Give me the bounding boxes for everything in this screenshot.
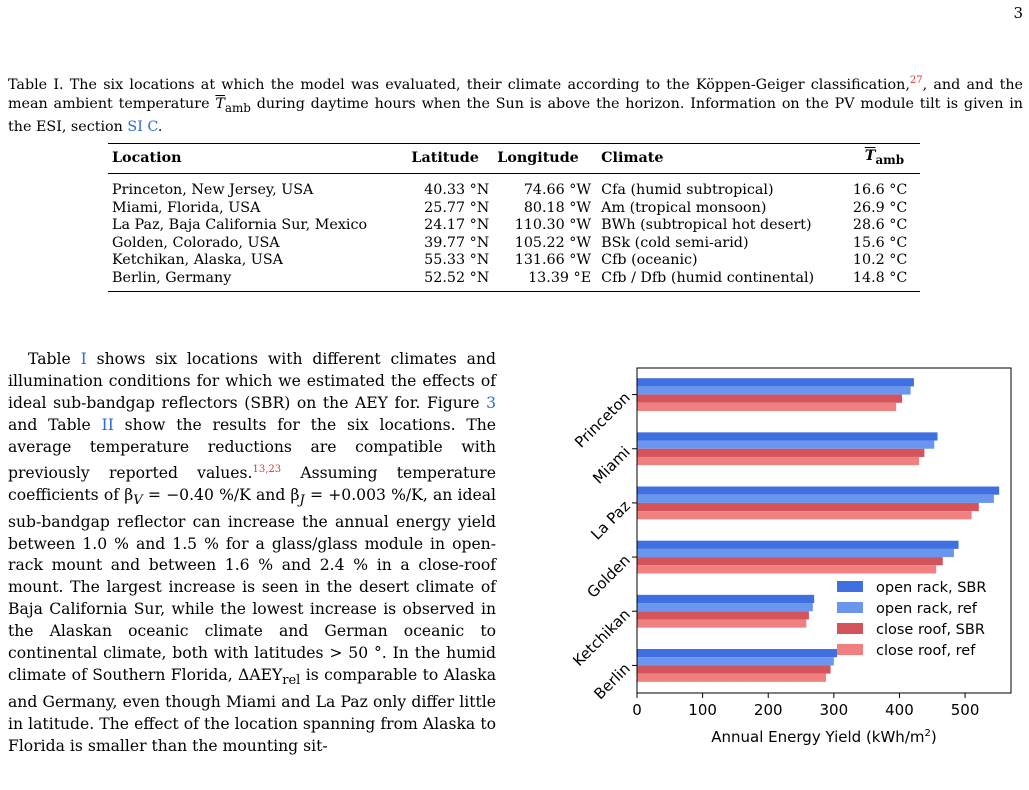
cell-temperature: 28.6 °C (852, 217, 908, 234)
x-tick-label: 400 (885, 701, 914, 719)
cell-temperature: 15.6 °C (852, 234, 908, 251)
cell-location: Miami, Florida, USA (112, 199, 261, 216)
cell-climate: BSk (cold semi-arid) (601, 234, 749, 251)
cell-longitude: 110.30 °W (514, 217, 592, 234)
legend-label: open rack, ref (876, 601, 977, 617)
table-row (108, 200, 920, 218)
cell-temperature: 10.2 °C (852, 252, 908, 269)
legend-swatch (837, 602, 863, 613)
cell-longitude: 131.66 °W (514, 252, 592, 269)
energy-yield-bar-chart (540, 360, 1020, 760)
cell-longitude: 13.39 °E (528, 269, 592, 286)
bar (637, 649, 837, 657)
bar (637, 657, 834, 665)
table-2-link[interactable]: II (101, 415, 114, 434)
body-paragraph: Table I shows six locations with different climates and illumination conditions for which we estimated the effects of ideal sub-bandgap reflectors (SBR) on the AEY for. Figure 3 and Table II show the results for the six locations. The average temperature reductions are compatible with previously reported values.$^{13,23}$ Assuming temperature coefficients of $\beta_V = -0.40$ %/K and $\beta_J = +0.003$ %/K, an ideal sub-bandgap reflector can increase the annual energy yield between 1.0 % and 1.5 % for a glass/glass module in open-rack mount and between 1.6 % and 2.4 % in a close-roof mount. The largest increase is seen in the desert climate of Baja California Sur, while the lowest increase is observed in the Alaskan oceanic climate and German oceanic to continental climate, both with latitudes > 50 °. In the humid climate of Southern Florida, $\Delta AEY_{rel}$ is comparable to Alaska and Germany, even though Miami and La Paz only differ little in latitude. The effect of the location spanning from Alaska to Florida is smaller than the mounting sit- (8, 350, 497, 755)
bar (637, 495, 994, 503)
cell-climate: Cfa (humid subtropical) (601, 182, 774, 199)
bar (637, 541, 959, 549)
x-tick-label: 300 (819, 701, 849, 719)
header-longitude: Longitude (497, 149, 579, 166)
table-1-link[interactable]: I (80, 350, 87, 368)
cell-latitude: 55.33 °N (424, 252, 490, 269)
cell-longitude: 105.22 °W (514, 234, 592, 251)
cell-longitude: 74.66 °W (523, 182, 592, 199)
cell-latitude: 52.52 °N (424, 269, 490, 286)
bar (637, 441, 934, 449)
legend-label: close roof, ref (876, 643, 976, 659)
legend-label: close roof, SBR (876, 622, 985, 638)
header-temperature: $\overline{T}_{amb}$ (864, 148, 905, 167)
bar (637, 378, 914, 386)
table-row (108, 235, 920, 253)
cell-location: Golden, Colorado, USA (112, 234, 280, 251)
x-axis-label: Annual Energy Yield $(kWh/m^2)$ (711, 728, 937, 746)
cell-climate: Am (tropical monsoon) (601, 199, 767, 216)
table-row (108, 270, 920, 292)
bar (637, 395, 902, 403)
bar (637, 665, 831, 673)
bar (637, 503, 979, 511)
bar (637, 511, 972, 519)
bar (637, 674, 826, 682)
bar (637, 557, 943, 565)
cell-temperature: 26.9 °C (852, 199, 908, 216)
bar (637, 449, 924, 457)
legend-swatch (837, 623, 863, 634)
y-tick-label: Golden (583, 551, 634, 602)
locations-table (108, 143, 920, 292)
bar (637, 457, 919, 465)
cell-location: Berlin, Germany (112, 269, 232, 286)
table-row (108, 174, 920, 200)
cell-temperature: 14.8 °C (852, 269, 908, 286)
y-tick-label: Berlin (590, 659, 634, 704)
bar (637, 386, 911, 394)
cell-climate: Cfb / Dfb (humid continental) (601, 269, 815, 286)
y-tick-label: La Paz (587, 497, 634, 544)
x-tick-label: 500 (950, 701, 980, 719)
cell-temperature: 16.6 °C (852, 182, 908, 199)
cell-climate: Cfb (oceanic) (601, 252, 698, 269)
x-tick-label: 100 (688, 701, 717, 719)
cell-latitude: 24.17 °N (424, 217, 490, 234)
table-header-row (108, 144, 920, 174)
citation[interactable]: 13,23 (252, 463, 282, 475)
table-row (108, 252, 920, 270)
cell-location: Ketchikan, Alaska, USA (112, 252, 283, 269)
citation[interactable]: 27 (909, 75, 923, 86)
cell-longitude: 80.18 °W (523, 199, 592, 216)
y-tick-label: Ketchikan (569, 605, 634, 670)
y-tick-label: Miami (589, 442, 634, 488)
legend-swatch (837, 581, 863, 592)
y-tick-label: Princeton (571, 388, 634, 452)
bar (637, 603, 813, 611)
header-location: Location (112, 149, 182, 166)
header-climate: Climate (601, 149, 664, 166)
bar (637, 403, 896, 411)
bar (637, 432, 938, 440)
bar (637, 487, 999, 495)
page-number: 3 (1013, 4, 1023, 22)
bar (637, 549, 954, 557)
legend-swatch (837, 644, 863, 655)
x-tick-label: 200 (753, 701, 783, 719)
bar (637, 619, 806, 627)
bar (637, 595, 814, 603)
cell-latitude: 39.77 °N (424, 234, 490, 251)
bar (637, 611, 809, 619)
legend-label: open rack, SBR (876, 580, 987, 596)
x-tick-label: 0 (632, 701, 642, 719)
cell-latitude: 25.77 °N (424, 199, 490, 216)
cell-location: La Paz, Baja California Sur, Mexico (112, 217, 368, 234)
cell-latitude: 40.33 °N (424, 182, 490, 199)
cell-location: Princeton, New Jersey, USA (112, 182, 314, 199)
header-latitude: Latitude (411, 149, 479, 166)
table-row (108, 217, 920, 235)
cell-climate: BWh (subtropical hot desert) (601, 217, 812, 234)
table-caption: Table I. The six locations at which the model was evaluated, their climate according to the Köppen-Geiger classification,$^{27}$, and and the mean ambient temperature $\overline{T}_{amb}$ during daytime hours when the Sun is above the horizon. Information on the PV module tilt is given in the ESI, section SI C. (8, 75, 1023, 135)
bar (637, 565, 936, 573)
esi-section-link[interactable]: SI C (127, 118, 158, 135)
figure-3-link[interactable]: 3 (486, 393, 496, 412)
